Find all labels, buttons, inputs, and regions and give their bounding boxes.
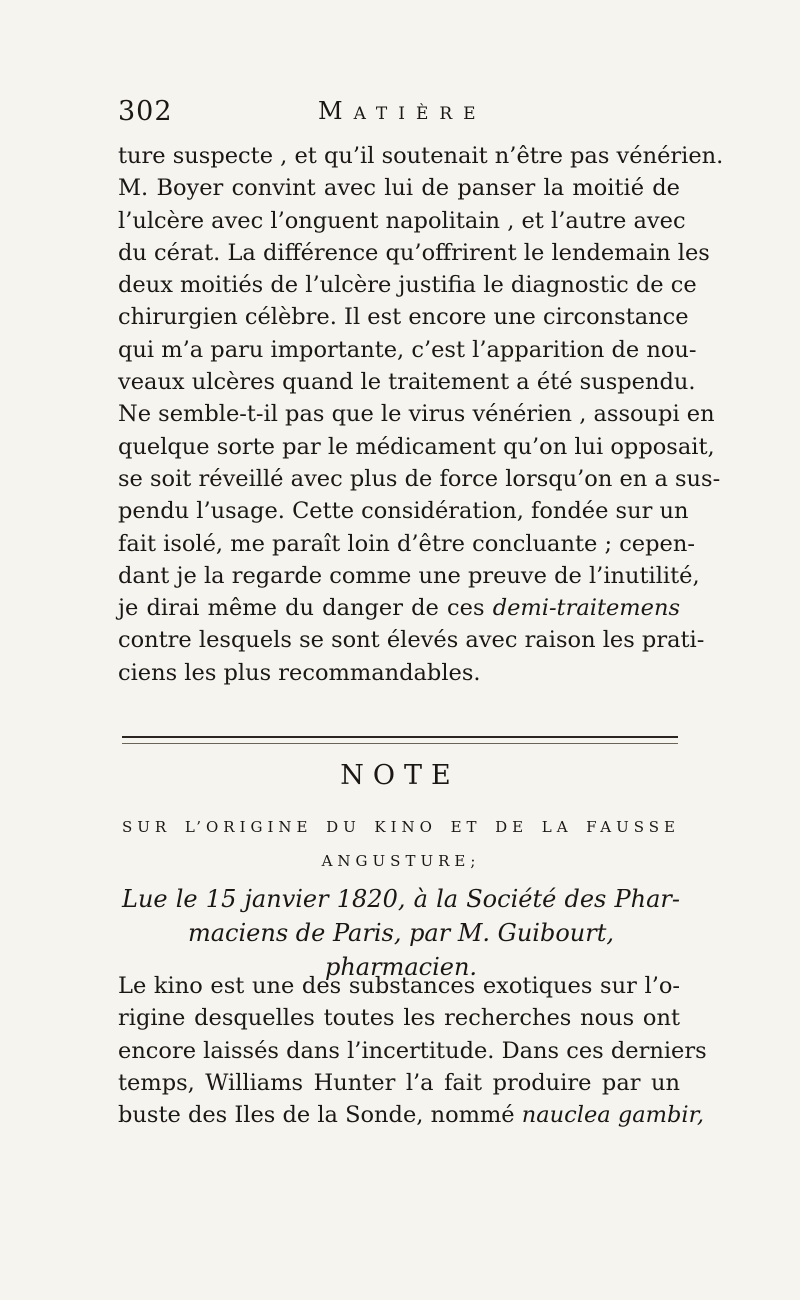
text-line: veaux ulcères quand le traitement a été suspendu.	[118, 369, 696, 396]
text-line: contre lesquels se sont élevés avec raison les prati-	[118, 627, 705, 654]
italic-term: demi-traitemens	[492, 595, 680, 622]
note-subtitle: ANGUSTURE;	[321, 852, 481, 870]
text-line: Ne semble-t-il pas que le virus vénérien , assoupi en	[118, 401, 715, 428]
note-byline: Lue le 15 janvier 1820, à la Société des Phar-	[122, 885, 680, 913]
text-line: qui m’a paru importante, c’est l’apparition de nou-	[118, 336, 697, 363]
text-line: encore laissés dans l’incertitude. Dans ces derniers	[118, 1037, 707, 1064]
text-line: se soit réveillé avec plus de force lorsqu’on en a sus-	[118, 465, 721, 492]
text-line: pendu l’usage. Cette considération, fondée sur un	[118, 498, 689, 525]
text-line: l’ulcère avec l’onguent napolitain , et l’autre avec	[118, 207, 686, 234]
note-byline: maciens de Paris, par M. Guibourt, pharmacien.	[187, 919, 614, 981]
text-line: deux moitiés de l’ulcère justifia le diagnostic de ce	[118, 272, 697, 299]
note-title: NOTE	[340, 760, 460, 791]
text-line: Le kino est une des substances exotiques sur l’o-	[118, 973, 680, 999]
page-header	[118, 96, 678, 136]
note-subtitle: SUR L’ORIGINE DU KINO ET DE LA FAUSSE	[122, 818, 680, 836]
text-line: chirurgien célèbre. Il est encore une circonstance	[118, 304, 689, 331]
text-line: fait isolé, me paraît loin d’être concluante ; cepen-	[118, 530, 695, 557]
text-line-with-italic	[118, 1099, 705, 1131]
text-line: rigine desquelles toutes les recherches nous ont	[118, 1005, 680, 1032]
page-number: 302	[118, 96, 173, 127]
text-fragment: buste des Iles de la Sonde, nommé	[118, 1102, 515, 1129]
text-line-with-italic	[118, 592, 680, 624]
section-divider	[122, 736, 678, 738]
text-fragment: je dirai même du danger de ces	[118, 595, 485, 622]
italic-term: nauclea gambir,	[521, 1102, 705, 1129]
text-line: temps, Williams Hunter l’a fait produire par un	[118, 1069, 680, 1096]
text-line: ture suspecte , et qu’il soutenait n’être pas vénérien.	[118, 143, 724, 169]
running-title: Matière	[318, 97, 487, 125]
note-body	[118, 970, 707, 1131]
section-divider-thin	[122, 743, 678, 744]
text-line: du cérat. La différence qu’offrirent le lendemain les	[118, 239, 710, 266]
text-line: quelque sorte par le médicament qu’on lui opposait,	[118, 433, 715, 460]
text-line: dant je la regarde comme une preuve de l’inutilité,	[118, 562, 700, 589]
body-text	[118, 140, 724, 689]
text-line: ciens les plus recommandables.	[118, 659, 481, 686]
text-line: M. Boyer convint avec lui de panser la moitié de	[118, 175, 680, 202]
